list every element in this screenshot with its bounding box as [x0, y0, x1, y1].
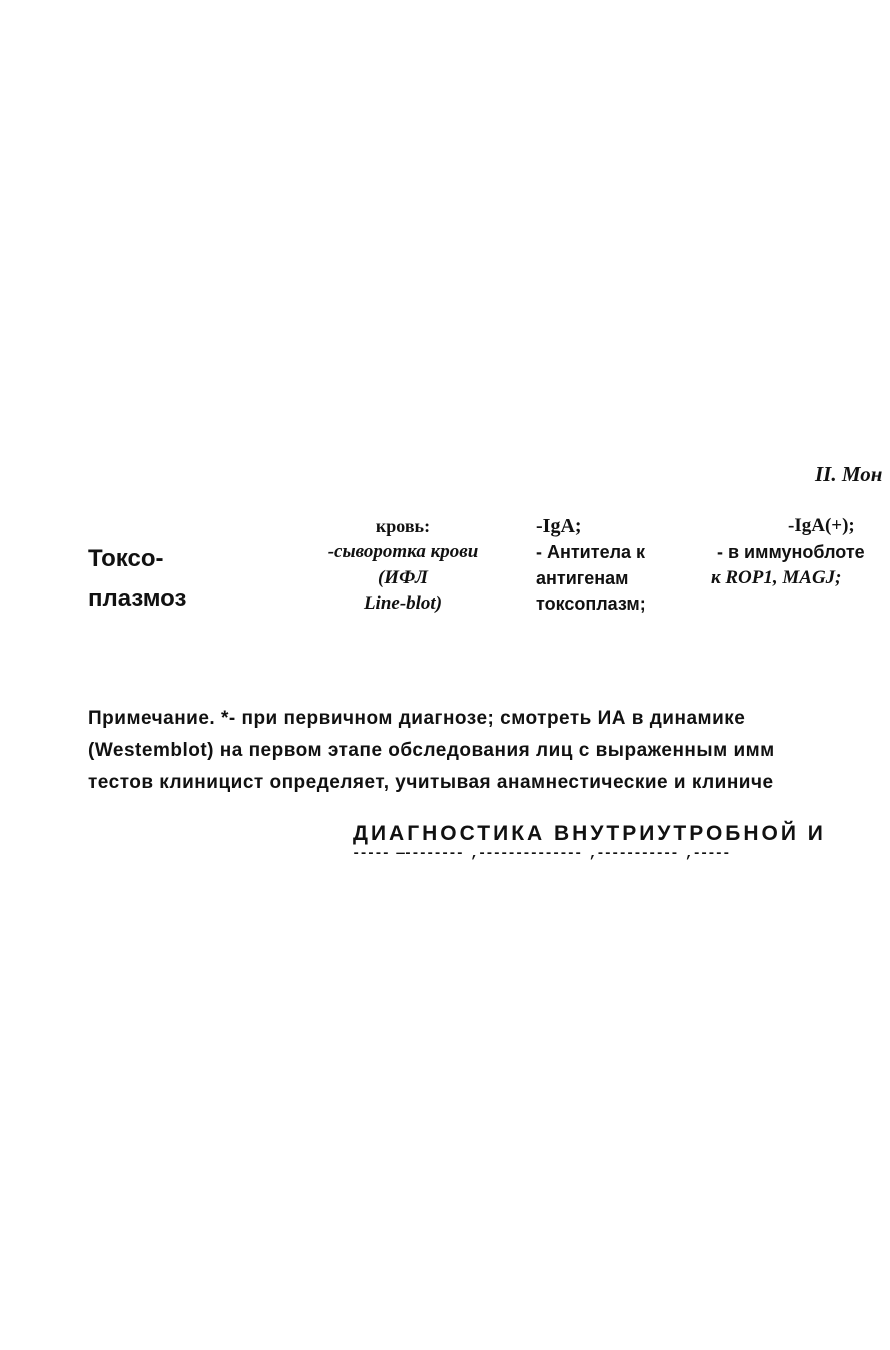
material-line: (ИФЛ	[377, 567, 429, 588]
disease-name-line-2: плазмоз	[88, 585, 187, 612]
footnote	[88, 703, 775, 799]
material-line: -сыворотка крови	[327, 541, 479, 562]
marker-line: - Антитела к	[536, 542, 646, 562]
markers-cell	[536, 513, 646, 617]
result-line: -IgA(+);	[788, 515, 855, 536]
footnote-line: Примечание. *- при первичном диагнозе; смотреть ИА в динамике	[88, 708, 746, 729]
section-heading: II. Мон	[815, 462, 883, 486]
result-line: к ROP1, MAGJ;	[711, 567, 842, 588]
footnote-line: тестов клиницист определяет, учитывая анамнестические и клиниче	[88, 772, 774, 793]
marker-line: -IgA;	[536, 515, 582, 537]
title-underline: ----- —-------- ,-------------- ,----------- ,-----	[352, 846, 730, 862]
disease-name-line-1: Токсо-	[88, 545, 164, 572]
footnote-line: (Westemblot) на первом этапе обследования лиц с выраженным имм	[88, 740, 775, 761]
material-line: Line-blot)	[363, 593, 443, 614]
marker-line: антигенам	[536, 568, 629, 588]
result-line: - в иммуноблоте	[717, 542, 865, 562]
material-cell	[300, 513, 506, 617]
section-title: ДИАГНОСТИКА ВНУТРИУТРОБНОЙ И	[353, 822, 826, 845]
result-cell	[708, 513, 865, 591]
marker-line: токсоплазм;	[536, 594, 646, 614]
material-line: кровь:	[375, 516, 431, 536]
